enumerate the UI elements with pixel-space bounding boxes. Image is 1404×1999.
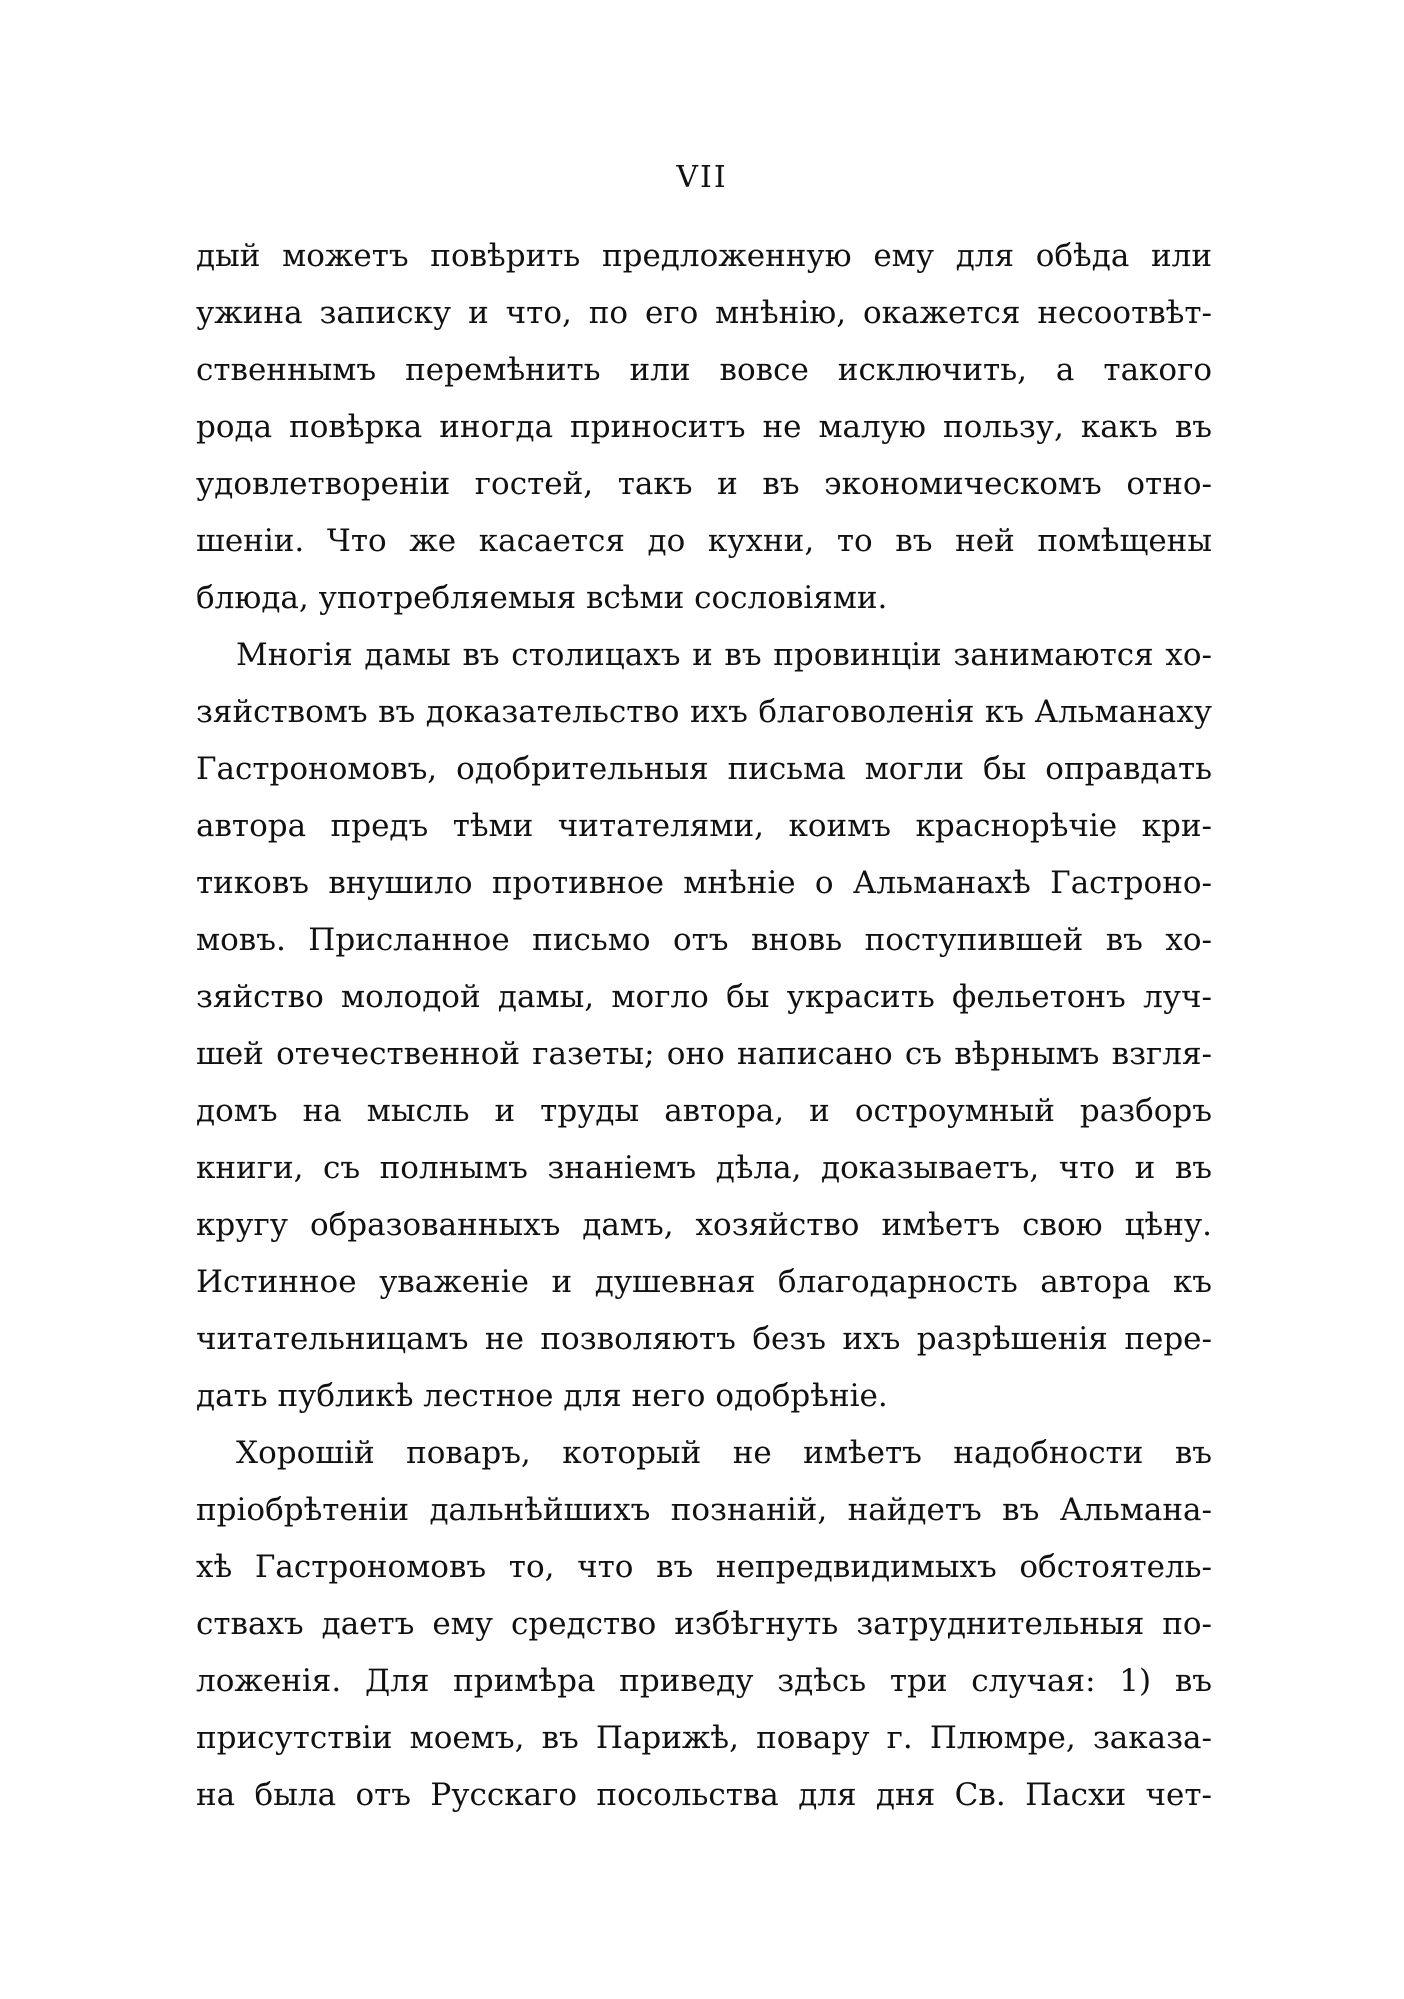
text-line: Гастрономовъ, одобрительныя письма могли бы оправдать xyxy=(196,751,1212,787)
text-line: Многія дамы въ столицахъ и въ провинціи занимаются хо- xyxy=(236,637,1212,673)
text-line: на была отъ Русскаго посольства для дня Св. Пасхи чет- xyxy=(196,1777,1212,1813)
body-text xyxy=(196,228,1212,1824)
text-line: шеніи. Что же касается до кухни, то въ ней помѣщены xyxy=(196,523,1212,559)
text-line: ствахъ даетъ ему средство избѣгнуть затруднительныя по- xyxy=(196,1606,1212,1642)
text-line: ужина записку и что, по его мнѣнію, окажется несоотвѣт- xyxy=(196,295,1212,331)
text-line: хѣ Гастрономовъ то, что въ непредвидимыхъ обстоятель- xyxy=(196,1549,1212,1585)
text-line: удовлетвореніи гостей, такъ и въ экономическомъ отно- xyxy=(196,466,1212,502)
text-line: автора предъ тѣми читателями, коимъ краснорѣчіе кри- xyxy=(196,808,1212,844)
text-line: ственнымъ перемѣнить или вовсе исключить, а такого xyxy=(196,352,1212,388)
text-line: зяйство молодой дамы, могло бы украсить фельетонъ луч- xyxy=(196,979,1212,1015)
text-line: Истинное уваженіе и душевная благодарность автора къ xyxy=(196,1264,1212,1300)
text-line: мовъ. Присланное письмо отъ вновь поступившей въ хо- xyxy=(196,922,1212,958)
text-line: присутствіи моемъ, въ Парижѣ, повару г. Плюмре, заказа- xyxy=(196,1720,1212,1756)
text-line: тиковъ внушило противное мнѣніе о Альманахѣ Гастроно- xyxy=(196,865,1212,901)
text-line: читательницамъ не позволяютъ безъ ихъ разрѣшенія пере- xyxy=(196,1321,1212,1357)
paragraph-1 xyxy=(196,228,1212,627)
text-line: пріобрѣтеніи дальнѣйшихъ познаній, найдетъ въ Альмана- xyxy=(196,1492,1212,1528)
page-number: VII xyxy=(676,160,728,195)
text-line: Хорошій поваръ, который не имѣетъ надобности въ xyxy=(236,1435,1212,1471)
text-line: зяйствомъ въ доказательство ихъ благоволенія къ Альманаху xyxy=(196,694,1212,730)
paragraph-3 xyxy=(196,1425,1212,1824)
text-line: кругу образованныхъ дамъ, хозяйство имѣетъ свою цѣну. xyxy=(196,1207,1212,1243)
text-line: шей отечественной газеты; оно написано съ вѣрнымъ взгля- xyxy=(196,1036,1212,1072)
text-line: домъ на мысль и труды автора, и остроумный разборъ xyxy=(196,1093,1212,1129)
text-line: дать публикѣ лестное для него одобрѣніе. xyxy=(196,1378,888,1414)
paragraph-2 xyxy=(196,627,1212,1425)
text-line: рода повѣрка иногда приноситъ не малую пользу, какъ въ xyxy=(196,409,1212,445)
text-line: дый можетъ повѣрить предложенную ему для обѣда или xyxy=(196,238,1212,274)
text-line: ложенія. Для примѣра приведу здѣсь три случая: 1) въ xyxy=(196,1663,1212,1699)
text-line: блюда, употребляемыя всѣми сословіями. xyxy=(196,580,888,616)
text-line: книги, съ полнымъ знаніемъ дѣла, доказываетъ, что и въ xyxy=(196,1150,1212,1186)
